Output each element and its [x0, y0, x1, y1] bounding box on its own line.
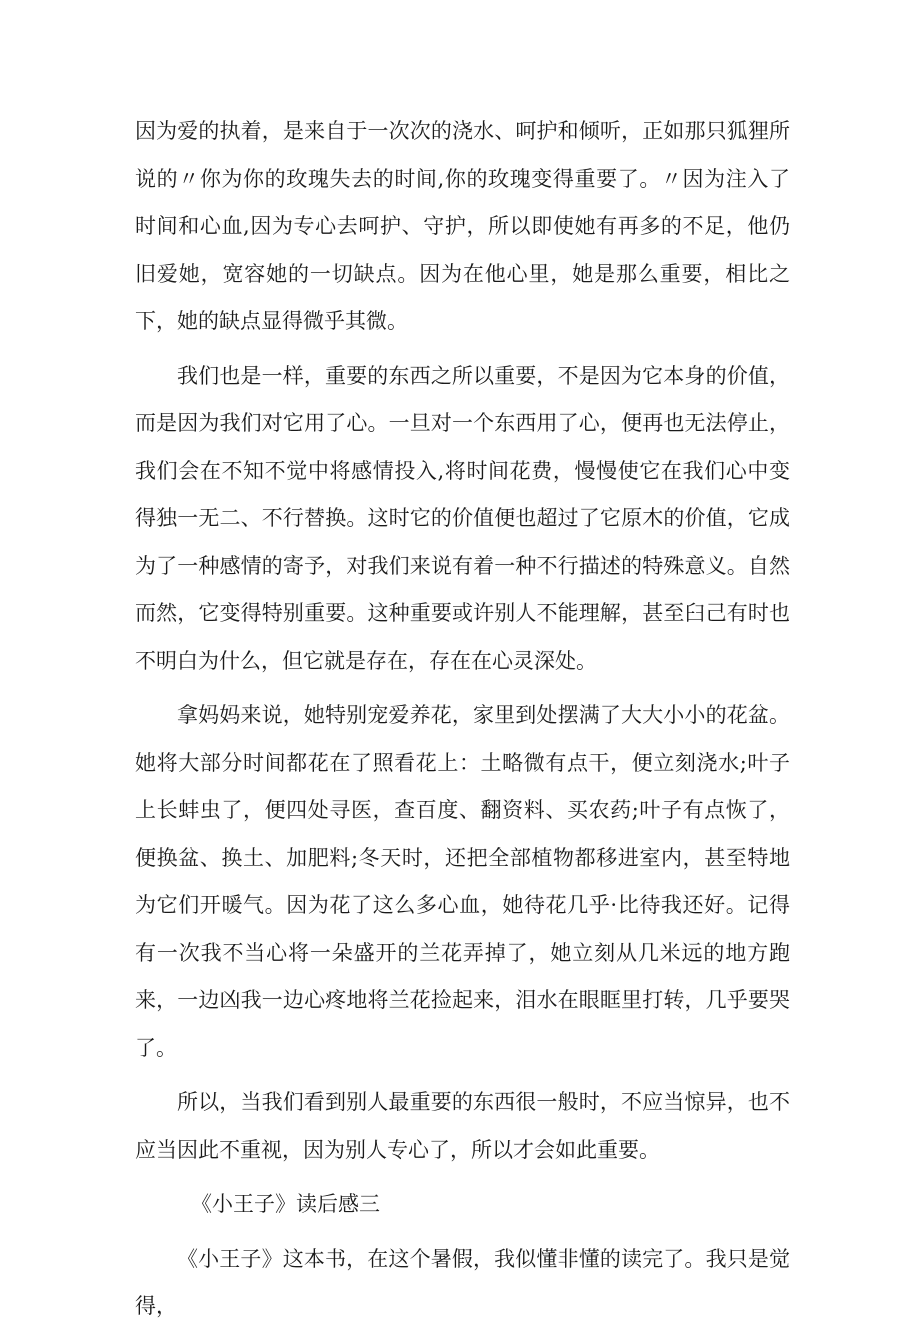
body-paragraph: 拿妈妈来说，她特别宠爱养花，家里到处摆满了大大小小的花盆。她将大部分时间都花在了照看花上：土略微有点干，便立刻浇水;叶子上长蚌虫了，便四处寻医，查百度、翻资料、买农药;叶子有点恢了，便换盆、换土、加肥料;冬天时，还把全部植物都移进室内，甚至特地为它们开暖气。因为花了这么多心血，她待花几乎·比待我还好。记得有一次我不当心将一朵盛开的兰花弄掉了，她立刻从几米远的地方跑来，一边凶我一边心疼地将兰花捡起来，泪水在眼眶里打转，几乎要哭了。: [135, 703, 790, 1060]
section-heading: 《小王子》读后感三: [191, 1192, 380, 1216]
body-paragraph: 《小王子》这本书，在这个暑假，我似懂非懂的读完了。我只是觉得，: [135, 1246, 790, 1318]
body-paragraph: 我们也是一样，重要的东西之所以重要，不是因为它本身的价值，而是因为我们对它用了心。一旦对一个东西用了心，便再也无法停止，我们会在不知不觉中将感情投入,将时间花费，慢慢使它在我们心中变得独一无二、不行替换。这时它的价值便也超过了它原木的价值，它成为了一种感情的寄予，对我们来说有着一种不行描述的特殊意义。自然而然，它变得特别重要。这种重要或许别人不能理解，甚至臼己有时也不明白为什么，但它就是存在，存在在心灵深处。: [135, 363, 790, 673]
body-paragraph: 因为爱的执着，是来自于一次次的浇水、呵护和倾听，正如那只狐狸所说的〃你为你的玫瑰失去的时间,你的玫瑰变得重要了。〃因为注入了时间和心血,因为专心去呵护、守护，所以即使她有再多的不足，他仍旧爱她，宽容她的一切缺点。因为在他心里，她是那么重要，相比之下，她的缺点显得微乎其微。: [135, 119, 790, 333]
document-page: [135, 108, 790, 1338]
body-paragraph: 所以，当我们看到别人最重要的东西很一般时，不应当惊异，也不应当因此不重视，因为别人专心了，所以才会如此重要。: [135, 1090, 790, 1162]
